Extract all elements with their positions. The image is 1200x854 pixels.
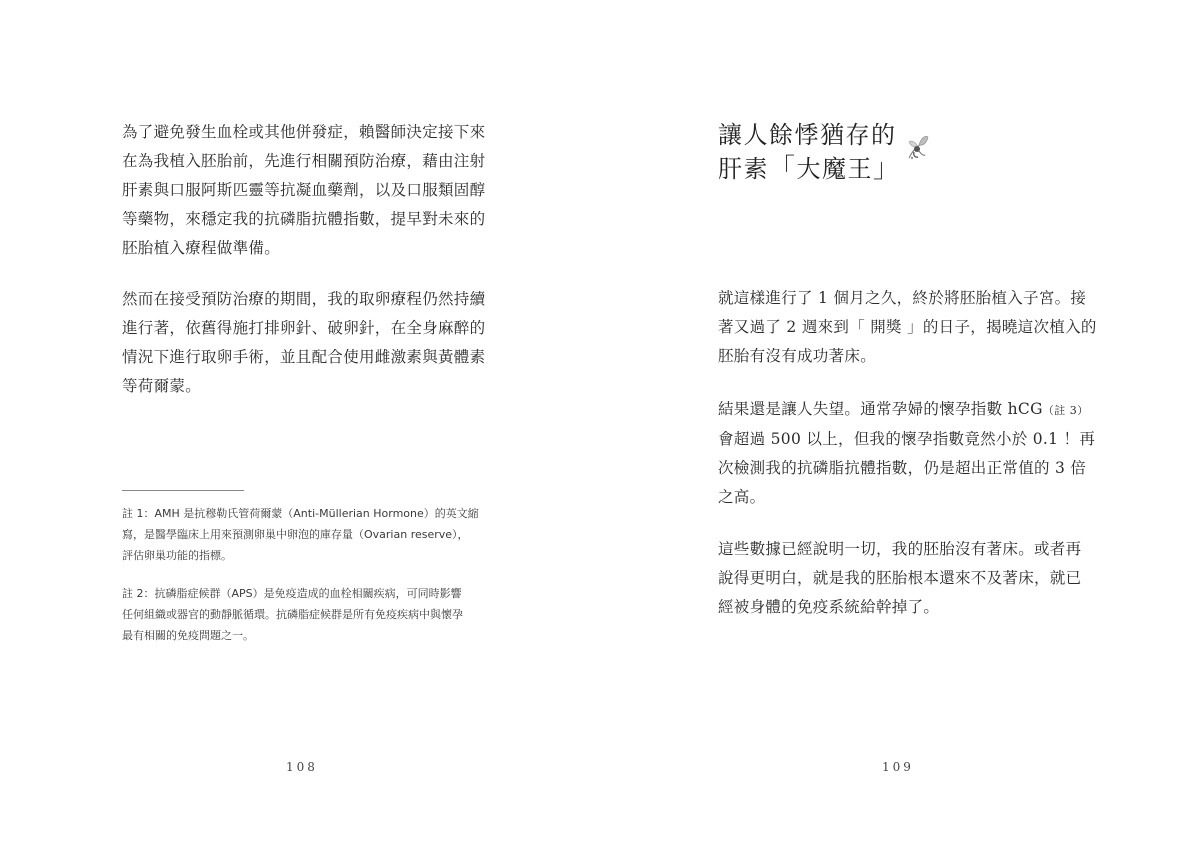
- footnote-1: [122, 503, 492, 566]
- footnote-line: 寫，是醫學臨床上用來預測卵巢中卵泡的庫存量（Ovarian reserve），: [122, 528, 469, 541]
- footnote-reference: （註 3）: [1042, 404, 1089, 417]
- text-line: 肝素與口服阿斯匹靈等抗凝血藥劑，以及口服類固醇: [122, 181, 486, 199]
- text-line: 這些數據已經說明一切，我的胚胎沒有著床。或者再: [718, 540, 1082, 558]
- right-page: [600, 0, 1200, 854]
- text-line: 會超過 500 以上，但我的懷孕指數竟然小於 0.1 ！再: [718, 430, 1096, 448]
- page-number: 109: [882, 760, 914, 774]
- text-line: 等荷爾蒙。: [122, 377, 202, 395]
- title-line-2: [718, 152, 901, 186]
- footnote-line: 任何組織或器官的動靜脈循環。抗磷脂症候群是所有免疫疾病中與懷孕: [122, 608, 463, 621]
- sprite-figure-icon: [903, 132, 931, 162]
- title-word: 肝素: [718, 155, 769, 183]
- footnote-2: [122, 583, 492, 646]
- text-line: 進行著，依舊得施打排卵針、破卵針，在全身麻醉的: [122, 319, 486, 337]
- footnote-line: 註 2：抗磷脂症候群（APS）是免疫造成的血栓相關疾病，可同時影響: [122, 587, 462, 600]
- title-highlight: 大魔王: [796, 155, 874, 183]
- text-segment: 結果還是讓人失望。通常孕婦的懷孕指數 hCG: [718, 400, 1043, 418]
- text-line: 經被身體的免疫系統給幹掉了。: [718, 598, 940, 616]
- footnote-line: 註 1：AMH 是抗穆勒氏管荷爾蒙（Anti-Müllerian Hormone）的英文縮: [122, 507, 479, 520]
- title-line-1: 讓人餘悸猶存的: [718, 121, 897, 149]
- chapter-title: [718, 118, 901, 186]
- footnote-divider: [122, 490, 244, 491]
- text-line: 說得更明白，就是我的胚胎根本還來不及著床，就已: [718, 569, 1082, 587]
- text-line: 在為我植入胚胎前，先進行相關預防治療，藉由注射: [122, 152, 486, 170]
- title-open-bracket: 「: [769, 154, 797, 184]
- right-paragraph-3: [718, 535, 1082, 622]
- text-line: 之高。: [718, 488, 766, 506]
- footnote-line: 評估卵巢功能的指標。: [122, 549, 232, 562]
- right-paragraph-2: [718, 395, 1096, 512]
- text-line: 就這樣進行了 1 個月之久，終於將胚胎植入子宮。接: [718, 289, 1087, 307]
- text-line: 然而在接受預防治療的期間，我的取卵療程仍然持續: [122, 290, 486, 308]
- page-number: 108: [286, 760, 318, 774]
- text-line: 胚胎植入療程做準備。: [122, 239, 281, 257]
- text-line: 等藥物，來穩定我的抗磷脂抗體指數，提早對未來的: [122, 210, 486, 228]
- title-close-bracket: 」: [873, 154, 901, 184]
- left-paragraph-2: [122, 285, 486, 401]
- right-paragraph-1: [718, 284, 1097, 371]
- text-line: 情況下進行取卵手術，並且配合使用雌激素與黃體素: [122, 348, 486, 366]
- footnote-line: 最有相關的免疫問題之一。: [122, 629, 254, 642]
- text-line: [718, 395, 1089, 425]
- text-line: 著又過了 2 週來到「 開獎 」的日子，揭曉這次植入的: [718, 318, 1097, 336]
- text-line: 次檢測我的抗磷脂抗體指數，仍是超出正常值的 3 倍: [718, 459, 1087, 477]
- left-paragraph-1: [122, 118, 486, 263]
- text-line: 胚胎有沒有成功著床。: [718, 347, 877, 365]
- text-line: 為了避免發生血栓或其他併發症，賴醫師決定接下來: [122, 123, 486, 141]
